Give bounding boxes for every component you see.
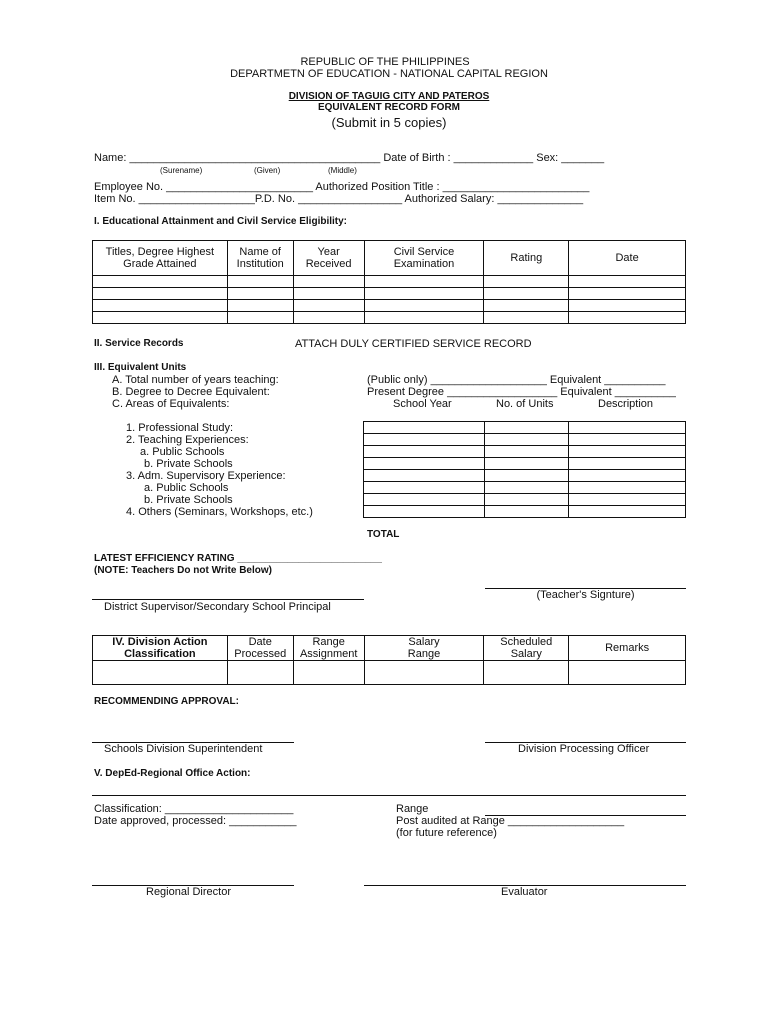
division-action-table bbox=[92, 635, 686, 685]
service-record-note: ATTACH DULY CERTIFIED SERVICE RECORD bbox=[295, 338, 532, 350]
table-row[interactable] bbox=[364, 434, 686, 446]
future-reference-note: (for future reference) bbox=[396, 827, 497, 839]
present-degree-line[interactable]: Present Degree __________________ Equivalent __________ bbox=[367, 386, 676, 398]
col-date-processed: Date Processed bbox=[227, 636, 293, 661]
item-line[interactable]: Item No. ___________________P.D. No. _________________ Authorized Salary: ______________ bbox=[94, 193, 584, 205]
section5-title: V. DepEd-Regional Office Action: bbox=[94, 768, 251, 779]
col-remarks: Remarks bbox=[569, 636, 686, 661]
middle-caption: (Middle) bbox=[328, 166, 357, 175]
classification-line[interactable]: Classification: _____________________ bbox=[94, 803, 294, 815]
area-item: a. Public Schools bbox=[144, 482, 229, 494]
col-description: Description bbox=[598, 398, 654, 410]
area-item: 4. Others (Seminars, Workshops, etc.) bbox=[126, 506, 313, 518]
header-line1: REPUBLIC OF THE PHILIPPINES bbox=[300, 56, 470, 68]
area-item: a. Public Schools bbox=[140, 446, 225, 458]
section3-title: III. Equivalent Units bbox=[94, 362, 187, 373]
col-range-assignment: Range Assignment bbox=[293, 636, 364, 661]
table-row[interactable] bbox=[364, 422, 686, 434]
evaluator-caption: Evaluator bbox=[501, 886, 548, 898]
submit-note: (Submit in 5 copies) bbox=[331, 115, 447, 130]
col-classification: IV. Division Action Classification bbox=[93, 636, 228, 661]
regional-director-caption: Regional Director bbox=[146, 886, 231, 898]
col-scheduled-salary: Scheduled Salary bbox=[484, 636, 569, 661]
col-titles: Titles, Degree Highest Grade Attained bbox=[93, 241, 228, 276]
supervisor-signature-line[interactable] bbox=[92, 599, 364, 600]
superintendent-caption: Schools Division Superintendent bbox=[104, 743, 263, 755]
area-item: b. Private Schools bbox=[144, 458, 233, 470]
table-row[interactable] bbox=[93, 300, 686, 312]
area-item: 2. Teaching Experiences: bbox=[126, 434, 249, 446]
table-row[interactable] bbox=[364, 446, 686, 458]
processing-officer-caption: Division Processing Officer bbox=[518, 743, 650, 755]
recommending-title: RECOMMENDING APPROVAL: bbox=[94, 696, 239, 707]
table-row[interactable] bbox=[93, 661, 686, 685]
form-title: EQUIVALENT RECORD FORM bbox=[317, 102, 461, 113]
area-item: 1. Professional Study: bbox=[126, 422, 234, 434]
item-c: C. Areas of Equivalents: bbox=[112, 398, 230, 410]
col-no-of-units: No. of Units bbox=[496, 398, 554, 410]
total-label: TOTAL bbox=[367, 529, 400, 540]
col-rating: Rating bbox=[484, 241, 569, 276]
date-approved-line[interactable]: Date approved, processed: ___________ bbox=[94, 815, 297, 827]
header-line2: DEPARTMETN OF EDUCATION - NATIONAL CAPITAL REGION bbox=[230, 68, 548, 80]
section5-divider bbox=[92, 795, 686, 796]
name-line[interactable]: Name: _________________________________________ Date of Birth : _____________ Sex: _______ bbox=[94, 152, 605, 164]
item-a: A. Total number of years teaching: bbox=[112, 374, 279, 386]
section2-title: II. Service Records bbox=[94, 338, 184, 349]
section1-title: I. Educational Attainment and Civil Service Eligibility: bbox=[94, 216, 348, 227]
post-audited-line[interactable]: Post audited at Range ___________________ bbox=[396, 815, 625, 827]
area-item: b. Private Schools bbox=[144, 494, 233, 506]
employee-line[interactable]: Employee No. ________________________ Authorized Position Title : ________________________ bbox=[94, 181, 590, 193]
table-row[interactable] bbox=[364, 494, 686, 506]
col-date: Date bbox=[569, 241, 686, 276]
area-item: 3. Adm. Supervisory Experience: bbox=[126, 470, 286, 482]
table-row[interactable] bbox=[364, 482, 686, 494]
education-header-row bbox=[93, 241, 686, 276]
range-label: Range bbox=[396, 803, 429, 815]
division-title: DIVISION OF TAGUIG CITY AND PATEROS bbox=[288, 91, 490, 102]
public-only-line[interactable]: (Public only) ___________________ Equivalent __________ bbox=[367, 374, 666, 386]
table-row[interactable] bbox=[364, 470, 686, 482]
col-institution: Name of Institution bbox=[227, 241, 293, 276]
table-row[interactable] bbox=[93, 312, 686, 324]
col-school-year: School Year bbox=[393, 398, 452, 410]
col-civil-service: Civil Service Examination bbox=[364, 241, 484, 276]
item-b: B. Degree to Decree Equivalent: bbox=[112, 386, 270, 398]
efficiency-rating-line[interactable]: LATEST EFFICIENCY RATING __________________________ bbox=[94, 553, 382, 564]
education-table bbox=[92, 240, 686, 324]
col-year-received: Year Received bbox=[293, 241, 364, 276]
division-action-header-row bbox=[93, 636, 686, 661]
table-row[interactable] bbox=[93, 288, 686, 300]
teachers-note: (NOTE: Teachers Do not Write Below) bbox=[94, 565, 272, 576]
supervisor-caption: District Supervisor/Secondary School Principal bbox=[104, 601, 331, 613]
col-salary-range: Salary Range bbox=[364, 636, 484, 661]
table-row[interactable] bbox=[364, 506, 686, 518]
teacher-signature-caption: (Teacher's Signture) bbox=[536, 589, 635, 601]
table-row[interactable] bbox=[364, 458, 686, 470]
table-row[interactable] bbox=[93, 276, 686, 288]
equivalents-table bbox=[363, 421, 686, 518]
given-caption: (Given) bbox=[254, 166, 281, 175]
surname-caption: (Surename) bbox=[160, 166, 203, 175]
